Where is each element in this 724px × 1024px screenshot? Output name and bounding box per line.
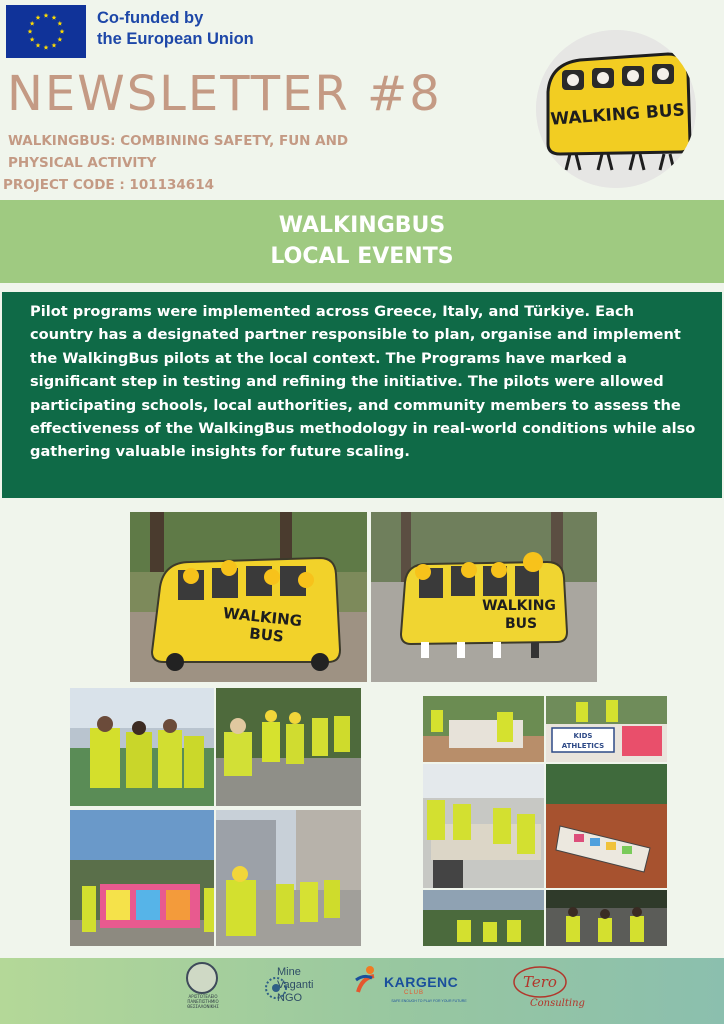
- photo-kids-vests-2: [216, 688, 361, 806]
- photo-kids-school: [546, 890, 667, 946]
- photo-walkingbus-cutout-2: [371, 512, 597, 682]
- photo-bus-sign-3: WALKING: [482, 598, 556, 614]
- photo-kids-table: [423, 764, 544, 888]
- eu-line-1: Co-funded by: [97, 9, 204, 27]
- mine-vaganti-label: [277, 966, 339, 1005]
- university-label: ΑΡΙΣΤΟΤΕΛΕΙΟ ΠΑΝΕΠΙΣΤΗΜΙΟ ΘΕΣΣΑΛΟΝΙΚΗΣ: [187, 994, 219, 1009]
- photo-kids-trees: [423, 890, 544, 946]
- newsletter-subtitle: [8, 130, 408, 174]
- subtitle-line-2: PHYSICAL ACTIVITY: [8, 155, 157, 171]
- mine-vaganti-line-2: Vaganti: [277, 979, 314, 991]
- photo-kids-street: [216, 810, 361, 946]
- walkingbus-logo: [536, 30, 696, 188]
- photo-bus-sign-2: BUS: [248, 624, 285, 646]
- photo-kids-row: [423, 696, 544, 762]
- photo-walkingbus-cutout-1: [130, 512, 367, 682]
- logo-text: WALKING BUS: [549, 100, 686, 130]
- photo-bus-sign-1: WALKING: [222, 603, 303, 631]
- eu-line-2: the European Union: [97, 30, 254, 48]
- section-banner: [0, 200, 724, 283]
- eu-cofunded-label: [97, 8, 317, 50]
- tero-consulting-label: Consulting: [530, 998, 585, 1009]
- photo-bus-sign-4: BUS: [504, 616, 538, 632]
- kargenc-runner-icon: [352, 964, 382, 994]
- banner-line-2: LOCAL EVENTS: [270, 244, 454, 269]
- intro-text: Pilot programs were implemented across Greece, Italy, and Türkiye. Each country has a designated partner responsible to plan, organise and implement the WalkingBus pilots at the local context. The Programs have marked a significant step in testing and refining the initiative. The pilots were allowed participating schools, local authorities, and community members to assess the effectiveness of the WalkingBus methodology in real-world conditions while also gathering valuable insights for future scaling.: [30, 303, 696, 461]
- photo-kids-vests-1: [70, 688, 214, 806]
- mine-vaganti-line-3: NGO: [277, 992, 303, 1004]
- kargenc-label: KARGENC: [384, 974, 459, 990]
- newsletter-title: NEWSLETTER #8: [7, 66, 442, 122]
- photo-bus-drawing: [546, 764, 667, 888]
- kargenc-club-label: CLUB: [404, 990, 425, 996]
- project-code: PROJECT CODE : 101134614: [3, 177, 214, 193]
- photo-kids-banner: [70, 810, 214, 946]
- photo-athletics-sign-2: ATHLETICS: [561, 742, 605, 750]
- banner-line-1: WALKINGBUS: [278, 213, 446, 238]
- tero-name: Tero: [523, 973, 557, 991]
- intro-box: [2, 292, 722, 498]
- university-seal-icon: [186, 962, 218, 994]
- tero-consulting-logo: [510, 962, 570, 1000]
- photo-kids-athletics: [546, 696, 667, 762]
- eu-flag-icon: [6, 5, 86, 58]
- kargenc-tagline: SAFE ENOUGH TO PLAY FOR YOUR FUTURE: [391, 999, 467, 1003]
- mine-vaganti-line-1: Mine: [277, 966, 301, 978]
- subtitle-line-1: WALKINGBUS: COMBINING SAFETY, FUN AND: [8, 133, 349, 149]
- photo-athletics-sign-1: KIDS: [573, 732, 593, 740]
